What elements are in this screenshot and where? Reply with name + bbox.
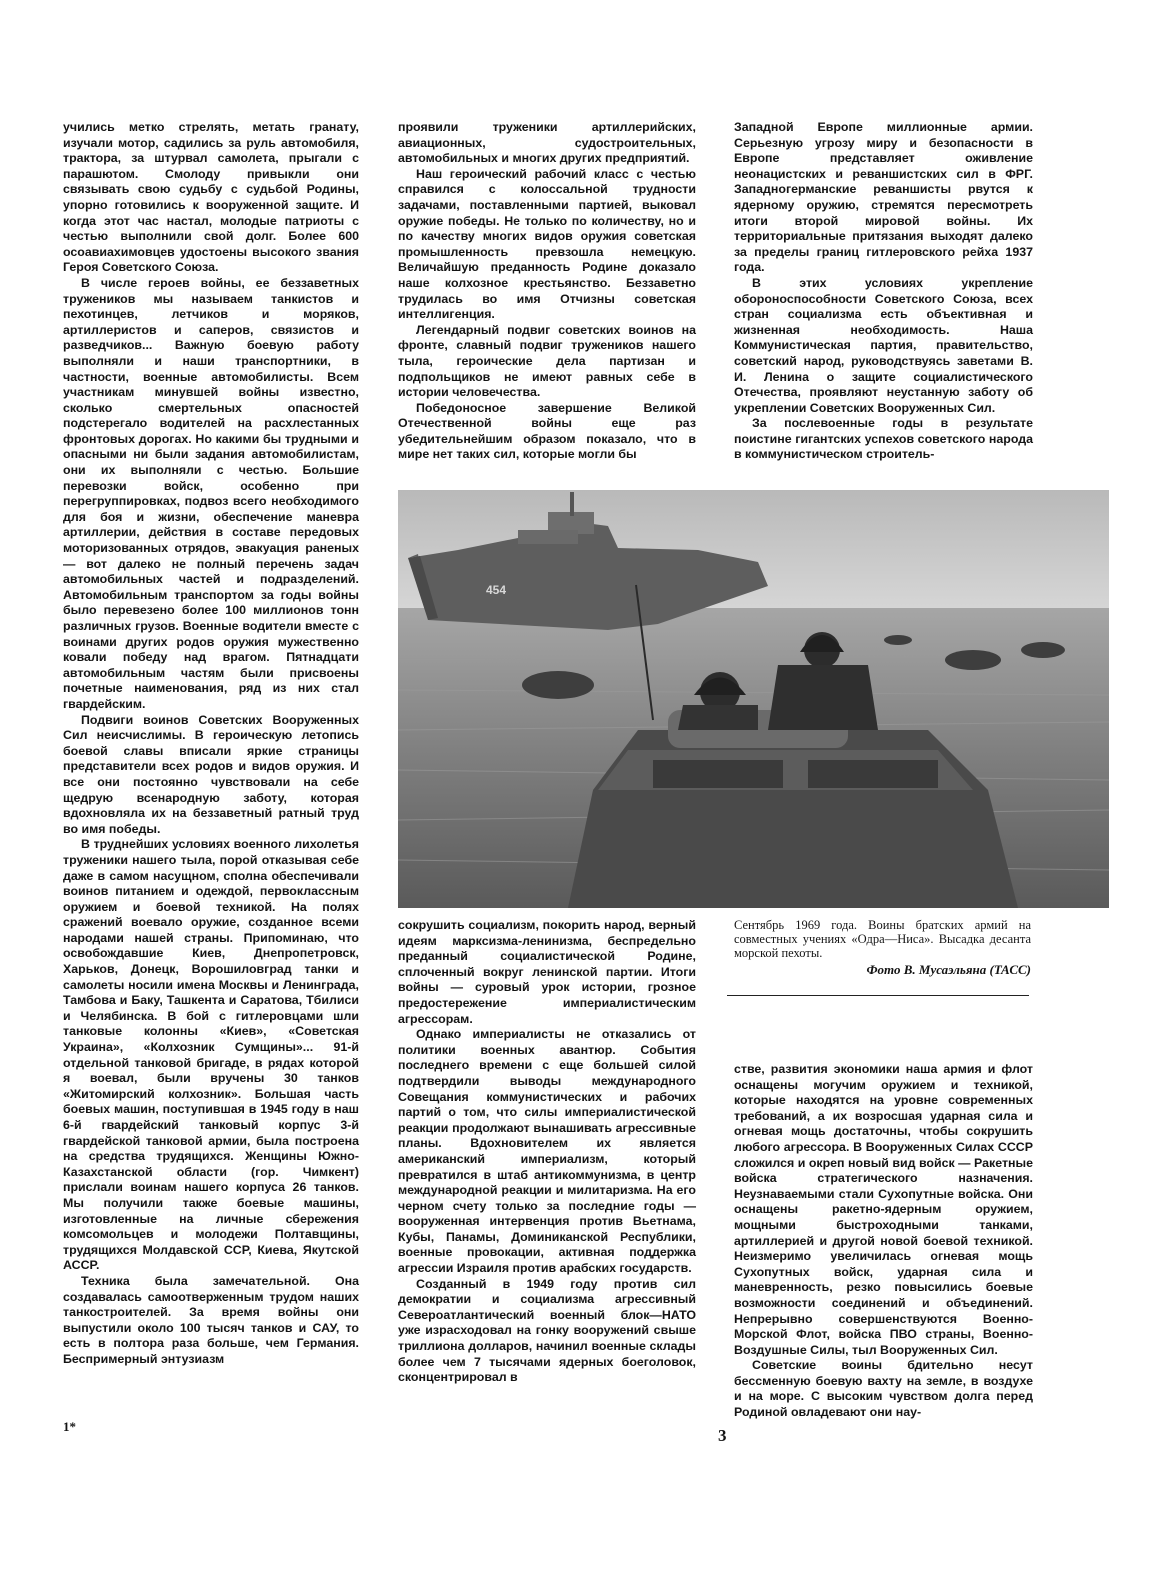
paragraph: Однако империалисты не отказались от политики военных авантюр. События последнего времени с еще большей силой подтвердили выводы международного Совещания коммунистических и рабочих партий о том, что силы империалистической реакции продолжают вынашивать агрессивные планы. Вдохновителем их является американский империализм, который превратился в штаб антикоммунизма, в центр международной реакции и милитаризма. На его черном счету только за последние годы — вооруженная интервенция против Вьетнама, Кубы, Панамы, Доминиканской Республики, военные провокации, активная поддержка агрессии Израиля против арабских государств. [398,1027,696,1276]
page-number: 3 [718,1426,727,1445]
photo-credit: Фото В. Мусаэльяна (ТАСС) [866,962,1031,977]
paragraph: Победоносное завершение Великой Отечественной войны еще раз убедительнейшим образом показало, что в мире нет таких сил, которые могли бы [398,400,696,462]
paragraph: В числе героев войны, ее беззаветных тружеников мы называем танкистов и пехотинцев, летчиков и моряков, артиллеристов и саперов, связистов и разведчиков... Важную боевую работу выполняли и наши транспортники, в частности, военные автомобилисты. Всем участникам минувшей войны известно, сколько смертельных опасностей подстерегало водителей на расхлестанных фронтовых дорогах. Но какими бы трудными и опасными ни были задания автомобилистам, они их выполняли с честью. Большие перевозки войск, особенно при перегруппировках, подвоз всего необходимого для боя и жизни, обеспечение маневра артиллерии, действия в составе передовых моторизованных отрядов, эвакуация раненых — вот далеко не полный перечень задач автомобильных частей и подразделений. Автомобильным транспортом за годы войны было перевезено более 100 миллионов тонн различных грузов. Военные водители вместе с воинами других родов оружия мужественно ковали победу над врагом. Пятнадцати автомобильным частям были присвоены почетные наименования, ряд из них стал гвардейским. [63,275,359,711]
photo-illustration [398,490,1109,908]
paragraph: Советские воины бдительно несут бессменную боевую вахту на земле, в воздухе и на море. С высоким чувством долга перед Родиной овладевают они нау- [734,1358,1033,1420]
paragraph: Наш героический рабочий класс с честью справился с колоссальной трудности задачами, поставленными партией, выковал оружие победы. Не только по количеству, но и по качеству многих видов оружия советская промышленность превзошла немецкую. Величайшую преданность Родине доказало наше колхозное крестьянство. Беззаветно трудилась во имя Отчизны советская интеллигенция. [398,166,696,322]
photo-caption: Сентябрь 1969 года. Воины братских армий на совместных учениях «Одра—Ниса». Высадка десанта морской пехоты. [734,918,1031,960]
ship-hull-number: 454 [486,583,507,597]
photo-landing-exercise [398,490,1109,908]
paragraph: сокрушить социализм, покорить народ, верный идеям марксизма-ленинизма, беспредельно преданный социалистической Родине, сплоченный вокруг ленинской партии. Итоги войны — суровый урок истории, грозное предостережение империалистическим агрессорам. [398,918,696,1026]
article-column-3-bottom [734,1062,1033,1421]
article-column-2-top [398,120,696,463]
paragraph: В труднейших условиях военного лихолетья труженики нашего тыла, порой отказывая себе даже в самом насущном, сполна обеспечивали воинов питанием и одеждой, первоклассным оружием и боевой техникой. На полях сражений воевало оружие, созданное всеми народами нашей страны. Припоминаю, что освобождавшие Киев, Днепропетровск, Харьков, Донецк, Ворошиловград танки и самолеты носили имена Москвы и Ленинграда, Тамбова и Баку, Ташкента и Саратова, Тбилиси и Челябинска. В бой с гитлеровцами шли танковые колонны «Киев», «Советская Украина», «Колхозник Сумщины»... 91-й отдельной танковой бригаде, в рядах которой я воевал, были вручены 30 танков «Житомирский колхозник». Большая часть боевых машин, поступившая в 1945 году в наш 6-й гвардейский танковый корпус 3-й гвардейской танковой армии, была построена на средства трудящихся. Женщины Южно-Казахстанской области (гор. Чимкент) прислали воинам нашего корпуса 26 танков. Мы получили также боевые машины, изготовленные на личные сбережения комсомольцев и молодежи Полтавщины, трудящихся Молдавской ССР, Киева, Якутской АССР. [63,837,359,1273]
article-column-2-bottom [398,918,696,1386]
paragraph: Подвиги воинов Советских Вооруженных Сил неисчислимы. В героическую летопись боевой славы вписали яркие страницы представители всех родов и видов оружия. И все они постоянно чувствовали на себе щедрую всенародную заботу, которая вдохновляла их на беззаветный ратный труд во имя победы. [63,712,359,836]
paragraph: Легендарный подвиг советских воинов на фронте, славный подвиг тружеников нашего тыла, героические дела партизан и подпольщиков не имеют равных себе в истории человечества. [398,322,696,400]
paragraph: В этих условиях укрепление обороноспособности Советского Союза, всех стран социализма есть объективная и жизненная необходимость. Наша Коммунистическая партия, правительство, советский народ, руководствуясь заветами В. И. Ленина о защите социалистического Отечества, проявляют неустанную заботу об укреплении Советских Вооруженных Сил. [734,275,1033,415]
article-column-1 [63,120,359,1368]
paragraph: Созданный в 1949 году против сил демократии и социализма агрессивный Североатлантический военный блок—НАТО уже израсходовал на гонку вооружений свыше триллиона долларов, начинил военные склады более чем 7 тысячами ядерных боеголовок, сконцентрировал в [398,1276,696,1385]
paragraph: стве, развития экономики наша армия и флот оснащены могучим оружием и техникой, которые находятся на уровне современных требований, а их возросшая ударная сила и огневая мощь достаточны, чтобы сокрушить любого агрессора. В Вооруженных Силах СССР сложился и окреп новый вид войск — Ракетные войска стратегического назначения. Неузнаваемыми стали Сухопутные войска. Они оснащены ракетно-ядерным оружием, мощными быстроходными танками, артиллерией и другой новой боевой техникой. Неизмеримо увеличилась огневая мощь Сухопутных войск, ударная сила и маневренность, резко повысились боевые возможности соединений и объединений. Непрерывно совершенствуются Военно-Морской Флот, войска ПВО страны, Военно-Воздушные Силы, тыл Вооруженных Сил. [734,1062,1033,1357]
signature-mark: 1* [63,1419,76,1434]
paragraph: Техника была замечательной. Она создавалась самоотверженным трудом наших танкостроителей. За время войны они выпустили около 100 тысяч танков и САУ, то есть в полтора раза больше, чем Германия. Беспримерный энтузиазм [63,1273,359,1366]
article-column-3-top [734,120,1033,463]
paragraph: проявили труженики артиллерийских, авиационных, судостроительных, автомобильных и многих других предприятий. [398,120,696,166]
divider [727,995,1029,996]
paragraph: Западной Европе миллионные армии. Серьезную угрозу миру и безопасности в Европе представляет оживление неонацистских и реваншистских сил в ФРГ. Западногерманские реваншисты рвутся к ядерному оружию, стремятся пересмотреть итоги второй мировой войны. Их территориальные притязания выходят далеко за пределы границ гитлеровского рейха 1937 года. [734,120,1033,275]
paragraph: За послевоенные годы в результате поистине гигантских успехов советского народа в коммунистическом строитель- [734,416,1033,462]
paragraph: учились метко стрелять, метать гранату, изучали мотор, садились за руль автомобиля, трактора, за штурвал самолета, прыгали с парашютом. Смолоду привыкли они связывать свою судьбу с судьбой Родины, упорно готовились к вооруженной защите. И когда этот час настал, молодые патриоты с честью выполнили свой долг. Более 600 осоавиахимовцев удостоены высокого звания Героя Советского Союза. [63,120,359,275]
